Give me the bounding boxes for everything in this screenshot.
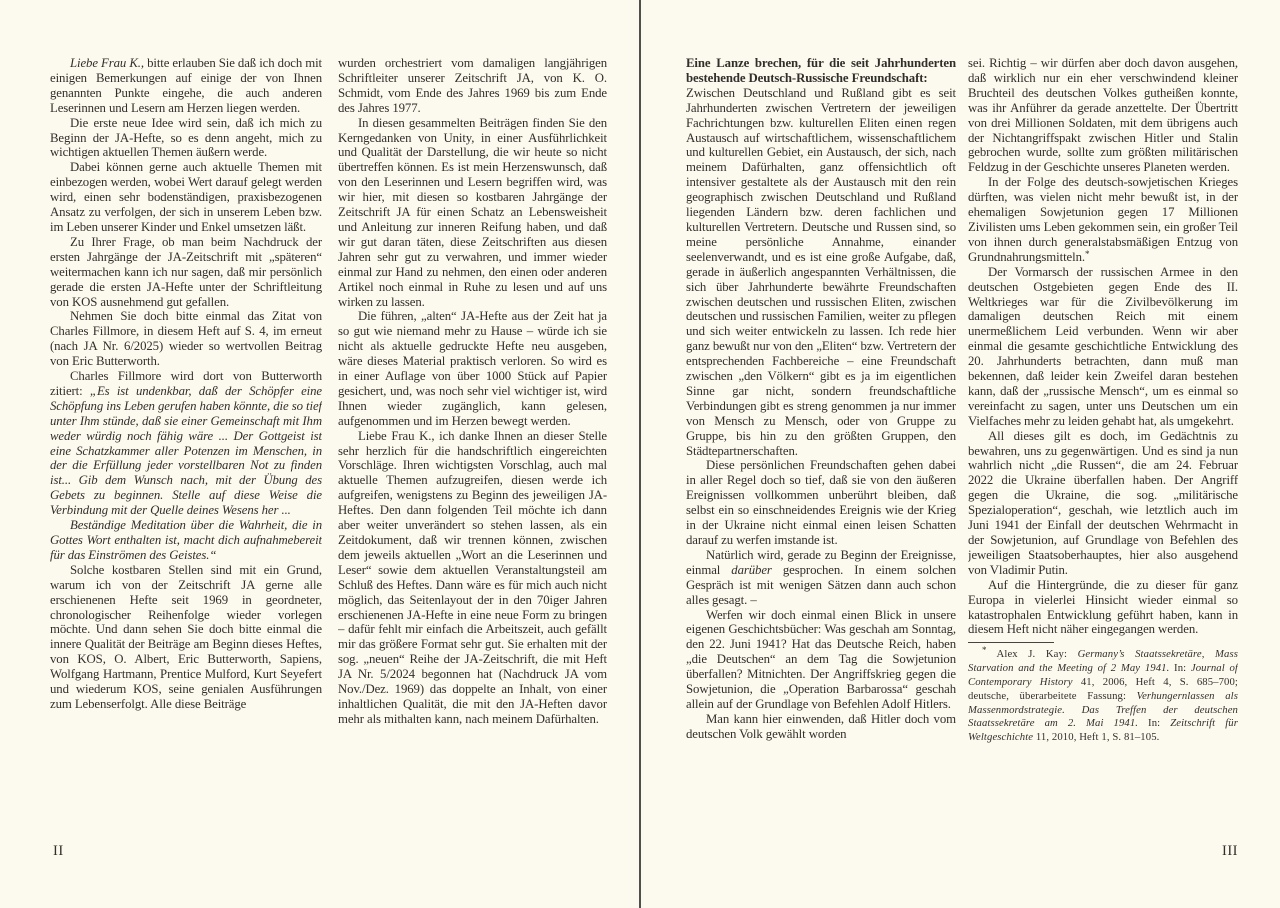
paragraph (686, 548, 956, 608)
article-heading: Eine Lanze brechen, für die seit Jahrhunderten bestehende Deutsch-Russische Freundschaft: (686, 56, 956, 85)
footnote-text (968, 645, 1238, 745)
page-number-right: III (1222, 843, 1238, 859)
paragraph-text: Charles Fillmore wird dort von Butterworth zitiert: (50, 369, 322, 398)
quotation-italic: „Es ist undenkbar, daß der Schöpfer eine Schöpfung ins Leben gerufen haben könnte, die so tief unter Ihm stünde, daß sie einer Gemeinschaft mit Ihm weder würdig noch fähig wäre ... Der Gottgeist ist eine Schatzkammer aller Potenzen im Menschen, in der die Erfüllung jeder vorstellbaren Not zu finden ist... Gib dem Wunsch nach, mit der Übung des Gebets zu beginnen. Stelle auf diese Weise die Verbindung mit der Quelle deines Wesens her ... (50, 383, 322, 518)
footnote-separator-rule (968, 642, 1054, 643)
footnote-title-italic: Germany’s Staatssekretäre, Mass Starvation and the Meeting of 2 May 1941. (968, 648, 1238, 675)
paragraph (50, 56, 322, 116)
left-page-column-1 (50, 56, 322, 852)
page-gutter-divider (639, 0, 641, 908)
footnote-journal-italic: Zeitschrift für Weltgeschichte (968, 717, 1238, 744)
footnote-segment: 41, 2006, Heft 4, S. 685–700; deutsche, überarbeitete Fassung: (968, 675, 1238, 702)
paragraph-text: Natürlich wird, gerade zu Beginn der Ereignisse, einmal (686, 547, 956, 577)
footnote-segment: In: (1169, 662, 1191, 675)
emphasis-italic: darüber (731, 562, 772, 577)
footnote-segment: 11, 2010, Heft 1, S. 81–105. (1033, 731, 1160, 744)
footnote-journal-italic: Journal of Contemporary History (968, 662, 1238, 688)
right-page (686, 56, 1238, 852)
paragraph: All dieses gilt es doch, im Gedächtnis zu bewahren, uns zu gegenwärtigen. Und es sind ja nun wahrlich nicht „die Russen“, die am 24. Februar 2022 die Ukraine überfallen haben. Der Angriff gegen die Ukraine, die sog. „militärische Spezialoperation“, geschah, wie letztlich auch im Juni 1941 der Einfall der deutschen Wehrmacht in der Sowjetunion, auf Grundlage von Befehlen des jeweiligen Staatsoberhauptes, hier also ausgehend von Vladimir Putin. (968, 428, 1238, 577)
paragraph: Nehmen Sie doch bitte einmal das Zitat von Charles Fillmore, in diesem Heft auf S. 4, im erneut (nach JA Nr. 6/2025) wieder so wertvollen Beitrag von Eric Butterworth. (50, 309, 322, 369)
footnote-reference-marker: * (1084, 248, 1090, 259)
footnote-segment: Alex J. Kay: (986, 648, 1078, 661)
right-page-column-1 (686, 56, 956, 852)
footnote-title-italic: Verhungernlassen als Massenmordstrategie. Das Treffen der deutschen Staatssekretäre am 2. Mai 1941. (968, 689, 1238, 730)
paragraph: Solche kostbaren Stellen sind mit ein Grund, warum ich von der Zeitschrift JA gerne alle erschienenen Hefte seit 1969 in geordneter, chronologischer Reihenfolge wieder vorlegen möchte. Und dann sehen Sie doch bitte einmal die innere Qualität der Beiträge am Beginn dieses Heftes, von KOS, O. Albert, Eric Butterworth, Sapiens, Wolfgang Hartmann, Prentice Mulford, Kurt Seyefert und wiederum KOS, seine genialen Ausführungen zum Lebenserfolgt. Alle diese Beiträge (50, 562, 322, 711)
paragraph: Zwischen Deutschland und Rußland gibt es seit Jahrhunderten zwischen Vertretern der jeweiligen Fachrichtungen bzw. kulturellen Eliten einen regen Austausch auf wirtschaftlichem, wissenschaftlichem und kulturellen Gebiet, ein Austausch, der sich, nach meinem Dafürhalten, ganz offensichtlich oft intensiver gestaltete als der Austausch mit den rein geographisch zwischen Deutschland und Rußland liegenden Ländern bzw. deren fachlichen und kulturellen Vertretern. Deutsche und Russen sind, so meine persönliche Annahme, einander seelenverwandt, und es ist eine große Aufgabe, daß, gerade in äußerlich angespannten Verhältnissen, die sich über Jahrhunderte bewährte Freundschaften zwischen deutschen und russischen Eliten, zwischen deutschen und russischen Familien, weiter zu pflegen und sich weiter entwickeln zu lassen. Ich rede hier ganz bewußt nur von den „Eliten“ bzw. Vertretern der entsprechenden Fachbereiche – eine Freundschaft zwischen „den Völkern“ gibt es ja im eigentlichen Sinne gar nicht, sondern freundschaftliche Verbindungen gibt es streng genommen ja nur immer von Mensch zu Mensch, oder von Gruppe zu Gruppe, bis hin zu den größten Gruppen, den Städtepartnerschaften. (686, 85, 956, 458)
left-page (50, 56, 607, 852)
paragraph-text: gesprochen. In einem solchen Gespräch ist mit wenigen Sätzen dann auch schon alles gesagt. – (686, 562, 956, 607)
paragraph: Der Vormarsch der russischen Armee in den deutschen Ostgebieten gegen Ende des II. Weltkrieges war für die Zivilbevölkerung im damaligen deutschen Reich mit einem unermeßlichem Leid verbunden. Wenn wir aber einmal die gesamte geschichtliche Entwicklung des 20. Jahrhunderts betrachten, dann muß man bekennen, daß leider kein Zweifel daran bestehen kann, daß der „russische Mensch“, um es einmal so vereinfacht zu sagen, unter uns Deutschen um ein Vielfaches mehr zu leiden gehabt hat, als umgekehrt. (968, 264, 1238, 428)
footnote-segment: In: (1138, 717, 1171, 730)
paragraph: Die erste neue Idee wird sein, daß ich mich zu Beginn der JA-Hefte, so es denn angeht, mich zu wichtigen aktuellen Themen äußern werde. (50, 115, 322, 160)
paragraph: Die führen, „alten“ JA-Hefte aus der Zeit hat ja so gut wie niemand mehr zu Hause – würde ich sie nicht als aktuelle gedruckte Hefte neu ausgeben, wäre dieses Material praktisch verloren. So wird es in einer Auflage von über 1000 Stück auf Papier gesichert, und, was noch sehr viel wichtiger ist, wird Ihnen wieder zugänglich, kann gelesen, aufgenommen und im Herzen bewegt werden. (338, 309, 607, 428)
salutation-italic: Liebe Frau K., (70, 56, 144, 70)
paragraph: Dabei können gerne auch aktuelle Themen mit einbezogen werden, wobei Wert darauf gelegt werden wird, einen sehr bodenständigen, praxisbezogenen Ansatz zu verfolgen, der sich in unserem Leben bzw. im Leben unserer Kinder und Enkel umsetzen läßt. (50, 160, 322, 234)
paragraph: Liebe Frau K., ich danke Ihnen an dieser Stelle sehr herzlich für die handschriftlich eingereichten Vorschläge. Ihren wichtigsten Vorschlag, auch mal aktuelle Themen aufzugreifen, diesen werde ich aufgreifen, wenigstens zu Beginn des jeweiligen JA-Heftes. Den dann folgenden Teil möchte ich dann aber weiter unverändert so stehen lassen, als ein Zeitdokument, daß wir trennen können, zwischen dem jeweils aktuellen „Wort an die Leserinnen und Leser“ sowie dem aktuellen Veranstaltungsteil am Schluß des Heftes. Dann wäre es für mich auch nicht möglich, das Seitenlayout der in den 70iger Jahren erschienenen JA-Hefte in eine neue Form zu bringen – dafür fehlt mir einfach die Arbeitszeit, auch gefällt mir das größere Format sehr gut. Sie erhalten mit der sog. „neuen“ Reihe der JA-Zeitschrift, die mit Heft JA Nr. 5/2024 begonnen hat (Nachdruck JA vom Nov./Dez. 1969) das doppelte an Inhalt, von einer inhaltlichen Qualität, die mit den JA-Heften davor mehr als mithalten kann, nach meinem Dafürhalten. (338, 428, 607, 726)
page-number-left: II (53, 843, 64, 859)
paragraph-continuation: wurden orchestriert vom damaligen langjährigen Schriftleiter unserer Zeitschrift JA, von K. O. Schmidt, vom Ende des Jahres 1969 bis zum Ende des Jahres 1977. (338, 56, 607, 115)
paragraph: Zu Ihrer Frage, ob man beim Nachdruck der ersten Jahrgänge der JA-Zeitschrift mit „späteren“ weitermachen kann ich nur sagen, daß mir persönlich gerade die ersten JA-Hefte unter der Schriftleitung von KOS ausnehmend gut gefallen. (50, 234, 322, 309)
paragraph: Werfen wir doch einmal einen Blick in unsere eigenen Geschichtsbücher: Was geschah am Sonntag, den 22. Juni 1941? Hat das Deutsche Reich, haben „die Deutschen“ an dem Tag die Sowjetunion überfallen? Mitnichten. Der Angriffskrieg gegen die Sowjetunion, die „Operation Barbarossa“ geschah allein auf der Grundlage von Befehlen Adolf Hitlers. (686, 607, 956, 711)
paragraph-continuation: sei. Richtig – wir dürfen aber doch davon ausgehen, daß wirklich nur ein eher verschwindend kleiner Bruchteil des deutschen Volkes gutheißen konnte, was ihr Anführer da gerade anzettelte. Der Übertritt von drei Millionen Soldaten, mit dem übrigens auch der Nichtangriffspakt zwischen Hitler und Stalin gebrochen wurde, sollte zum größten militärischen Feldzug in der Geschichte unseres Planeten werden. (968, 56, 1238, 175)
right-page-column-2 (968, 56, 1238, 852)
quote-paragraph: Beständige Meditation über die Wahrheit, die in Gottes Wort enthalten ist, macht dich aufnahmebereit für das Einströmen des Geistes.“ (50, 518, 322, 562)
paragraph: In diesen gesammelten Beiträgen finden Sie den Kerngedanken von Unity, in einer Ausführlichkeit und Qualität der Darstellung, die wir heute so nicht übertreffen können. Es ist mein Herzenswunsch, daß von den Leserinnen und Lesern begriffen wird, was wir hier, mit diesen so kostbaren Jahrgänge der Zeitschrift JA für einen Schatz an Lebensweisheit und Anleitung zur inneren Reifung haben, und daß wir gut daran täten, diese Zeitschriften aus diesen Jahren sehr gut zu verwahren, und immer wieder einmal zur Hand zu nehmen, den einen oder anderen Artikel noch einmal in Ruhe zu lesen und auf uns wirken zu lassen. (338, 115, 607, 309)
left-page-column-2 (338, 56, 607, 852)
paragraph-text: In der Folge des deutsch-sowjetischen Krieges dürften, was vielen nicht mehr bewußt ist, in der ehemaligen Sowjetunion gegen 17 Millionen Zivilisten ums Leben gekommen sein, ein großer Teil von ihnen durch generalstabsmäßigen Entzug von Grundnahrungsmitteln. (968, 175, 1238, 264)
paragraph-text: bitte erlauben Sie daß ich doch mit einigen Bemerkungen auf einige der von Ihnen genannten Punkte eingehe, die auch anderen Leserinnen und Lesern am Herzen liegen werden. (50, 56, 322, 115)
footnote-marker: * (982, 645, 987, 656)
paragraph: Diese persönlichen Freundschaften gehen dabei in aller Regel doch so tief, daß sie von den äußeren Ereignissen vollkommen unberührt bleiben, daß selbst ein so einschneidendes Ereignis wie der Krieg in der Ukraine nicht einmal einen leisen Schatten darauf zu werfen imstande ist. (686, 458, 956, 547)
paragraph: Man kann hier einwenden, daß Hitler doch vom deutschen Volk gewählt worden (686, 711, 956, 741)
paragraph (968, 175, 1238, 264)
paragraph: Auf die Hintergründe, die zu dieser für ganz Europa in vielerlei Hinsicht wieder einmal so katastrophalen Entwicklung geführt haben, kann in diesem Heft nicht näher eingegangen werden. (968, 577, 1238, 637)
paragraph (50, 369, 322, 518)
